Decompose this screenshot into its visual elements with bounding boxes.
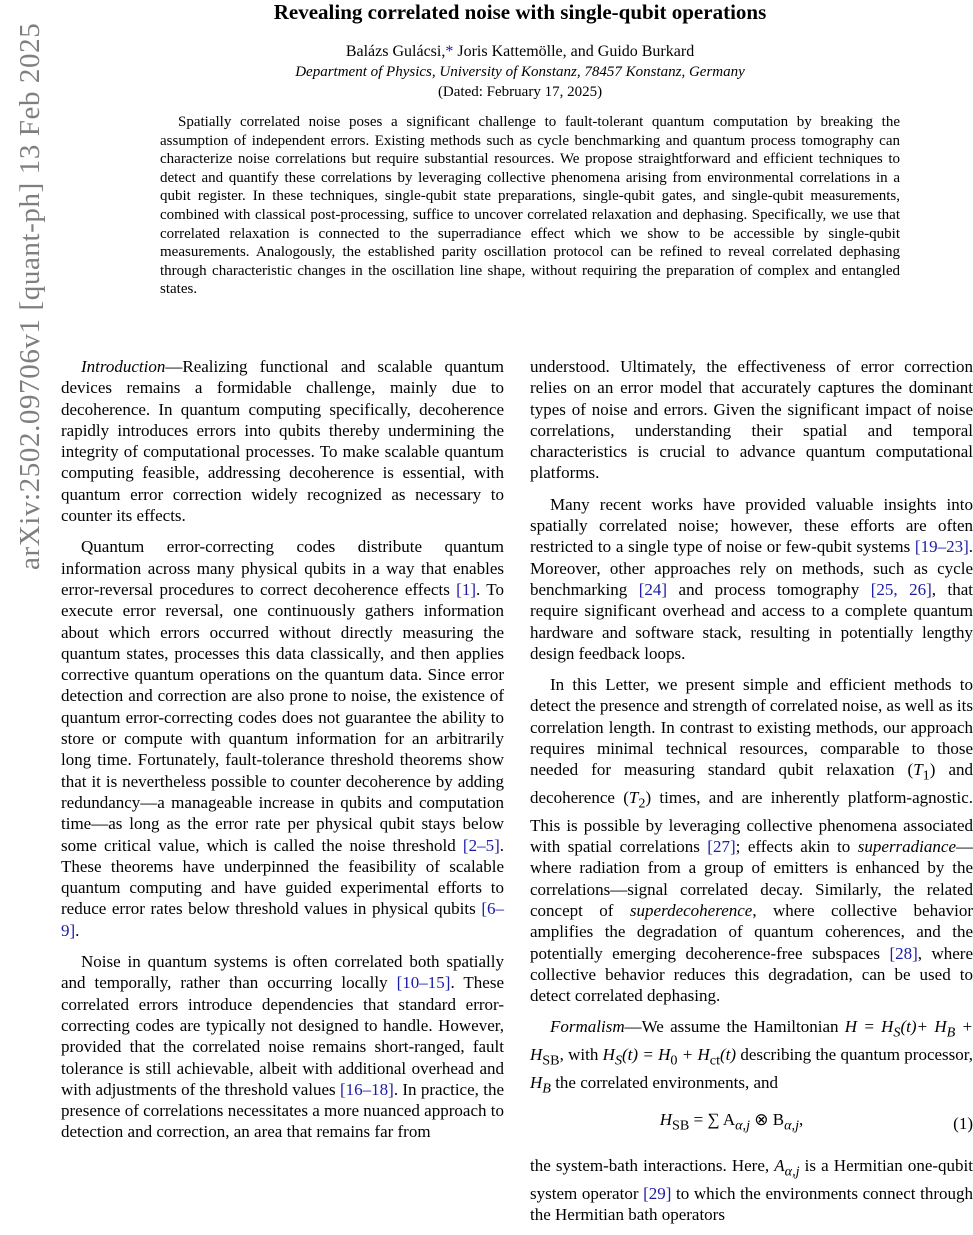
paragraph-introduction xyxy=(61,356,504,526)
paragraph-text: , where collective behavior reduces this degradation, can be used to detect correlated dephasing. xyxy=(530,943,973,1006)
equation-body xyxy=(530,1109,933,1137)
paragraph-text: In this Letter, we present simple and efficient methods to detect the presence and strength of correlated noise, as well as its correlation length. In contrast to existing methods, our approach requires minimal technical resources, comparable to those needed for measuring standard qubit relaxation ( xyxy=(530,675,973,780)
paragraph-text: , that require significant overhead and access to a complete quantum hardware and software stack, resulting in potentially lengthy design feedback loops. xyxy=(530,579,973,663)
abstract xyxy=(160,113,900,299)
math-expression: + H xyxy=(530,1017,973,1065)
section-head-formalism: Formalism xyxy=(550,1017,625,1037)
author-1: Balázs Gulácsi, xyxy=(345,43,446,60)
author-list xyxy=(160,43,880,61)
math-subscript: α,j xyxy=(735,1117,751,1134)
math-symbol: T xyxy=(913,760,923,780)
citation-link[interactable]: [27] xyxy=(707,837,736,857)
paragraph-text: , with xyxy=(559,1045,603,1065)
math-subscript: B xyxy=(946,1024,956,1041)
paragraph-text: Noise in quantum systems is often correlated both spatially and temporally, rather than occurring locally xyxy=(61,952,504,993)
citation-link[interactable]: [16–18] xyxy=(339,1079,394,1099)
math-expression: H xyxy=(934,1017,947,1037)
paragraph-text: . These theorems have underpinned the feasibility of scalable quantum computing and have guided experimental efforts to reduce error rates below threshold values in physical qubits xyxy=(61,835,504,919)
paragraph-text: —Realizing functional and scalable quantum devices remains a formidable challenge, mainly due to decoherence. In quantum computing specifically, decoherence rapidly introduces errors into qubits thereby undermining the integrity of computational processes. To make scalable quantum computing feasible, addressing decoherence is essential, with quantum error correction widely recognized as necessary to counter its effects. xyxy=(61,357,504,526)
math-expression: , xyxy=(799,1110,804,1130)
left-column xyxy=(61,356,504,1153)
math-symbol: T xyxy=(628,788,639,808)
math-subscript: α,j xyxy=(784,1117,800,1134)
citation-link[interactable]: [25, 26] xyxy=(870,579,932,599)
paragraph-text: the correlated environments, and xyxy=(550,1072,778,1092)
citation-link[interactable]: [24] xyxy=(638,579,668,599)
paragraph-system-bath xyxy=(530,1155,973,1225)
paragraph-text: . These correlated errors introduce dependencies that standard error-correcting codes are typically not designed to handle. However, provided that the correlated noise remains short-ranged, fault tolerance is still achievable, albeit with additional overhead and with adjustments of the threshold values xyxy=(61,973,504,1099)
math-subscript: SB xyxy=(542,1052,560,1069)
paragraph-text: . xyxy=(75,920,80,940)
citation-link[interactable]: [2–5] xyxy=(462,835,500,855)
date-line: (Dated: February 17, 2025) xyxy=(437,84,603,100)
author-others: Joris Kattemölle, and Guido Burkard xyxy=(453,43,695,60)
citation-link[interactable]: [19–23] xyxy=(914,537,969,557)
paragraph-this-letter xyxy=(530,674,973,1006)
math-subscript: 2 xyxy=(638,795,646,812)
arxiv-identifier-stamp: arXiv:2502.09706v1 [quant-ph] 13 Feb 2025 xyxy=(14,22,46,570)
paragraph-text: understood. Ultimately, the effectiveness of error correction relies on an error model that accurately captures the dominant types of noise and errors. Given the significant impact of noise correlations, understanding their spatial and temporal characteristics is crucial to advance quantum computational platforms. xyxy=(530,357,973,483)
emphasis-term: superdecoherence xyxy=(629,900,753,920)
math-subscript: B xyxy=(542,1080,551,1097)
paragraph-text: to which the environments connect through the Hermitian bath operators xyxy=(530,1183,973,1225)
paragraph-formalism xyxy=(530,1016,973,1099)
paragraph-text: —We assume the Hamiltonian xyxy=(624,1017,845,1037)
citation-link[interactable]: [1] xyxy=(456,579,476,599)
paragraph-text: Quantum error-correcting codes distribute quantum information across many physical qubits in a way that enables error-reversal procedures to correct decoherence effects xyxy=(61,537,504,599)
paragraph-text: ; effects akin to xyxy=(735,837,858,857)
math-subscript: S xyxy=(893,1024,901,1041)
paragraph-qec xyxy=(61,536,504,941)
equation-number[interactable]: (1) xyxy=(953,1113,973,1133)
author-1-footnote-mark[interactable]: * xyxy=(445,43,454,60)
right-column xyxy=(530,356,973,1235)
math-subscript: S xyxy=(614,1052,623,1069)
math-subscript: 0 xyxy=(670,1052,678,1069)
paragraph-text: . In practice, the presence of correlations necessitates a more nuanced approach to detection and correction, an area that remains far from xyxy=(61,1079,504,1142)
paragraph-text: —where radiation from a group of emitters is enhanced by the correlations—signal correlated decay. Similarly, the related concept of xyxy=(530,837,973,920)
citation-link[interactable]: [28] xyxy=(889,943,918,963)
paragraph-text: ) times, and are inherently platform-agnostic. This is possible by leveraging collective phenomena associated with spatial correlations xyxy=(530,788,973,857)
math-expression: = ∑ A xyxy=(689,1110,736,1130)
paragraph-text: and process tomography xyxy=(667,579,871,599)
math-subscript: ct xyxy=(709,1052,721,1069)
citation-link[interactable]: [10–15] xyxy=(396,973,451,993)
math-symbol: H xyxy=(659,1110,672,1130)
paragraph-text: , where collective behavior amplifies the degradation of quantum coherences, and the potentially emerging decoherence-free subspaces xyxy=(530,900,973,963)
paragraph-recent-works xyxy=(530,494,973,664)
math-expression: (t)+ xyxy=(900,1017,929,1037)
math-subscript: SB xyxy=(672,1117,690,1134)
math-expression: H = H xyxy=(844,1017,894,1037)
math-expression: (t) = H xyxy=(622,1045,671,1065)
paragraph-correlated-noise xyxy=(61,951,504,1143)
math-expression: + H xyxy=(677,1045,710,1065)
paragraph-text: Many recent works have provided valuable insights into spatially correlated noise; however, these efforts are often restricted to a single type of noise or few-qubit systems xyxy=(530,494,973,557)
paragraph-text: is a Hermitian one-qubit system operator xyxy=(530,1156,973,1203)
emphasis-term: superradiance xyxy=(857,837,956,857)
math-symbol: A xyxy=(774,1156,785,1176)
paragraph-text: the system-bath interactions. Here, xyxy=(530,1156,775,1176)
math-expression: (t) xyxy=(720,1045,737,1065)
math-subscript: 1 xyxy=(922,767,930,784)
abstract-text: Spatially correlated noise poses a significant challenge to fault-tolerant quantum computation by breaking the assumption of independent errors. Existing methods such as cycle benchmarking and quantum process tomography can characterize noise correlations but require substantial resources. We propose straightforward and efficient techniques to detect and quantify these correlations by leveraging collective phenomena arising from environmental correlations in a qubit register. In these techniques, single-qubit state preparations, single-qubit gates, and single-qubit measurements, combined with classical post-processing, suffice to uncover correlated relaxation and dephasing. Specifically, we use that correlated relaxation is connected to the superradiance effect which we show to be accessible by single-qubit measurements. Analogously, the established parity oscillation protocol can be refined to reveal correlated dephasing through characteristic changes in the oscillation line shape, without requiring the preparation of complex and entangled states. xyxy=(160,114,900,298)
paragraph-text: describing the quantum processor, xyxy=(736,1045,973,1065)
paragraph-text: . Moreover, other approaches rely on methods, such as cycle benchmarking xyxy=(530,537,973,599)
affiliation: Department of Physics, University of Konstanz, 78457 Konstanz, Germany xyxy=(295,64,745,80)
section-head-introduction: Introduction xyxy=(81,357,166,376)
citation-link[interactable]: [6–9] xyxy=(61,899,504,940)
citation-link[interactable]: [29] xyxy=(643,1183,672,1203)
paragraph-continued xyxy=(530,356,973,484)
paragraph-text: ) and decoherence ( xyxy=(530,760,973,808)
math-expression: ⊗ B xyxy=(750,1110,785,1130)
math-expression: H xyxy=(602,1045,615,1065)
equation-1 xyxy=(530,1109,973,1137)
math-expression: H xyxy=(530,1072,543,1092)
paragraph-text: . To execute error reversal, one continuously gathers information about which errors occurred without directly measuring the quantum states, processes this data classically, and then applies corrective quantum operations on the quantum data. Since error detection and correction are also prone to noise, the existence of quantum error-correcting codes does not guarantee the ability to store or compute with quantum information for an arbitrarily long time. Fortunately, fault-tolerance threshold theorems show that it is nevertheless possible to counter decoherence by adding redundancy—a manageable increase in qubits and computation time—as long as the error rate per physical qubit stays below some critical value, which is called the noise threshold xyxy=(61,579,504,855)
math-subscript: α,j xyxy=(784,1163,800,1180)
paper-title: Revealing correlated noise with single-qubit operations xyxy=(273,0,767,24)
